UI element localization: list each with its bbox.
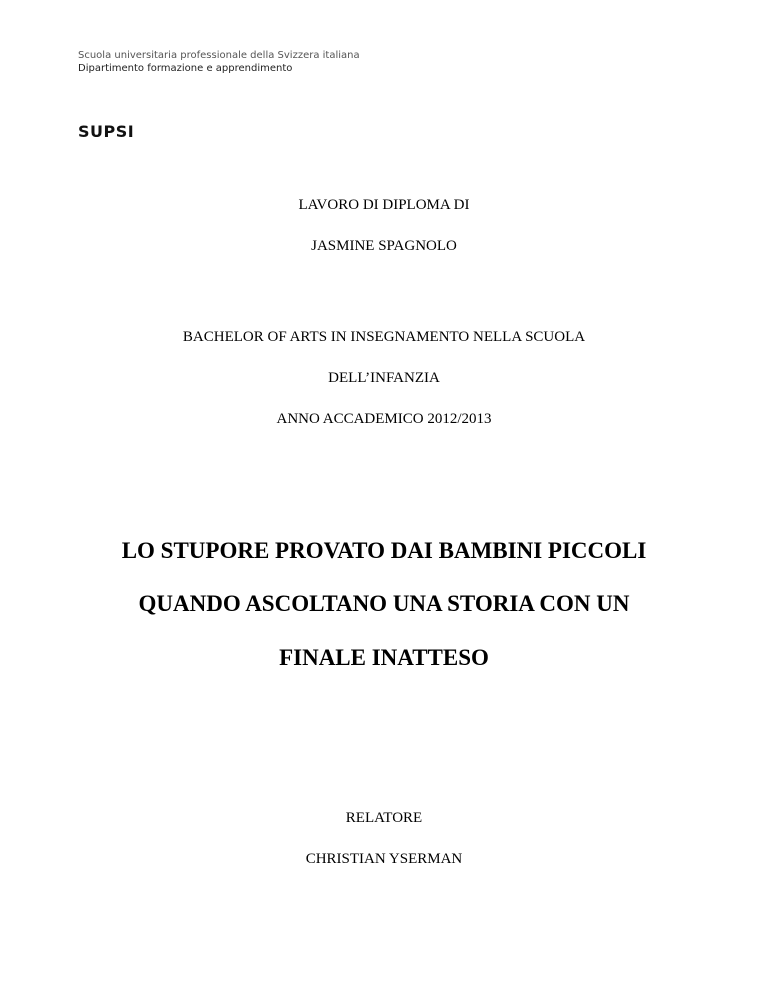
thesis-title-line-2: QUANDO ASCOLTANO UNA STORIA CON UN xyxy=(138,591,630,616)
supsi-logo: SUPSI xyxy=(78,122,135,141)
thesis-title-line-1: LO STUPORE PROVATO DAI BAMBINI PICCOLI xyxy=(121,538,647,563)
department-name: Dipartimento formazione e apprendimento xyxy=(78,63,293,74)
degree-line-1: BACHELOR OF ARTS IN INSEGNAMENTO NELLA SCUOLA xyxy=(182,329,586,345)
degree-line-2: DELL’INFANZIA xyxy=(328,370,440,386)
thesis-type: LAVORO DI DIPLOMA DI xyxy=(298,197,470,213)
institution-name: Scuola universitaria professionale della Svizzera italiana xyxy=(78,50,360,61)
supervisor-label: RELATORE xyxy=(345,810,423,826)
supervisor-name: CHRISTIAN YSERMAN xyxy=(305,851,463,867)
thesis-title-line-3: FINALE INATTESO xyxy=(279,645,489,670)
author-name: JASMINE SPAGNOLO xyxy=(311,238,457,254)
academic-year: ANNO ACCADEMICO 2012/2013 xyxy=(276,411,492,427)
